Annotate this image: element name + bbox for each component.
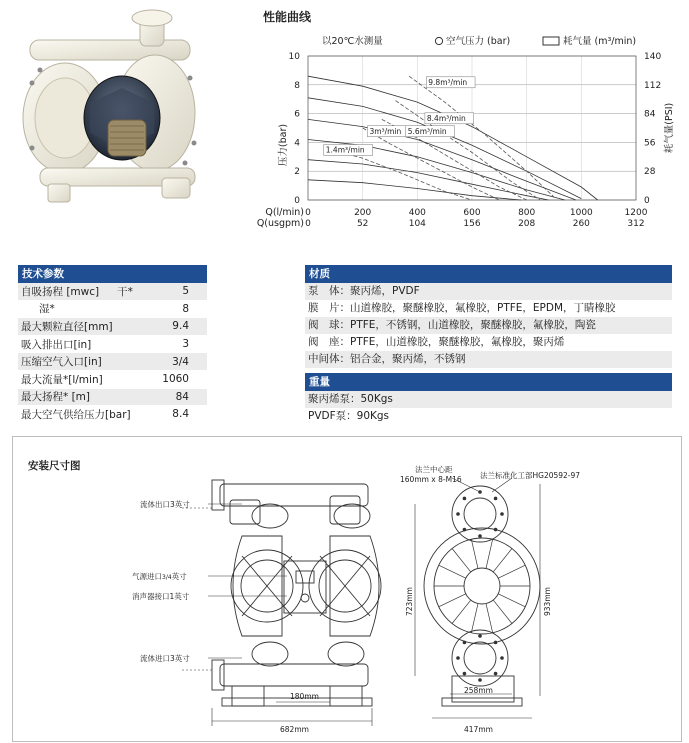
install-drawing [12,436,680,740]
series-line [324,148,472,200]
material-row: 膜 片：山道橡胶，聚醚橡胶，氟橡胶，PTFE，EPDM，丁睛橡胶 [308,302,616,314]
y2-tick-label: 140 [644,52,662,62]
rib-line [493,548,512,571]
rib-line [471,539,478,568]
y-axis-right-title: 耗气量(PSI) [664,102,675,154]
dim-933: 933mm [543,587,552,616]
rib-line [486,539,493,568]
tech-row-value: 8 [182,302,189,315]
flange-bolt [494,641,498,645]
material-row: 中间体：铝合金，聚丙烯，不锈钢 [305,351,672,368]
annotation-label: 8.4m³/min [426,113,466,123]
label-air-inlet-unit: 英寸 [171,572,187,581]
x-tick-label: 200 [354,208,372,218]
tech-row-label: 最大流量*[l/min] [21,373,103,386]
tech-row-value: 8.4 [172,408,189,421]
label-flange-std: 法兰标准化工部HG20592-97 [480,471,581,480]
y2-tick-label: 28 [644,167,656,178]
flange-bolt [494,528,498,532]
series-line [308,160,549,200]
label-flange-spec: 160mm x 8-M16 [400,475,462,484]
rib-line [493,600,512,623]
label-muffler: 消声器接口1英寸 [132,592,190,601]
y-tick-label: 4 [294,138,300,149]
tech-params-header: 技术参数 [18,265,207,283]
rib-line [452,548,471,571]
series-line [308,76,598,200]
pump-photo [10,8,210,208]
annotation-label: 1.4m³/min [325,145,365,155]
air-pressure-legend-icon [435,37,442,44]
label-air-inlet-text: 气源进口 [132,572,162,581]
tech-row-label: 自吸扬程 [mwc] 干* [21,285,133,298]
tech-row-value: 3/4 [172,355,189,368]
rib-line [486,604,493,633]
dim-723: 723mm [405,587,414,616]
material-row: 泵 体：聚丙烯，PVDF [305,283,672,300]
tech-row [18,283,207,301]
tech-row-label: 最大扬程* [m] [21,391,91,404]
tech-row-label: 压缩空气入口[in] [21,356,102,369]
tech-row-label: 最大颗粒直径[mm] [21,320,113,333]
x-tick-label: 400 [408,208,426,218]
tech-row-label [18,301,149,316]
label-outlet: 流体出口3英寸 [140,500,190,509]
x-tick-label: 1200 [624,208,648,218]
x2-tick-label: 260 [572,219,590,229]
y-tick-label: 8 [294,80,300,91]
legend-condition: 以20℃水测量 [322,36,383,47]
x-axis-title-lmin: Q(l/min) [265,207,304,218]
tech-row [18,301,207,319]
rib-line [498,565,525,578]
x-tick-label: 600 [463,208,481,218]
label-air-inlet-size: 3/4 [162,574,172,581]
dim-258: 258mm [464,686,493,695]
x2-tick-label: 156 [463,219,481,229]
dim-682: 682mm [280,725,309,734]
material-row: 阀 座：PTFE，山道橡胶，聚醚橡胶，氟橡胶，聚丙烯 [308,336,565,348]
series-line [363,128,500,200]
flange-bolt [463,672,467,676]
y-tick-label: 0 [294,196,300,206]
performance-title: 性能曲线 [263,10,312,24]
tech-row-sub: 干* [117,285,133,298]
dim-180: 180mm [290,692,319,701]
tech-row-label: 吸入排出口[in] [21,338,92,351]
y-tick-label: 10 [288,52,300,62]
x-tick-label: 0 [305,208,311,218]
x-tick-label: 800 [518,208,536,218]
x2-tick-label: 312 [627,219,645,229]
flange-bolt [456,512,460,516]
y-tick-label: 6 [294,109,300,120]
legend-air-pressure: 空气压力 (bar) [446,36,511,47]
tech-row-value: 1060 [162,373,189,386]
y2-tick-label: 0 [644,196,650,206]
flange-bolt [500,512,504,516]
flange-bolt [456,656,460,660]
flange-bolt [478,534,482,538]
tech-row [18,406,207,424]
tech-row-value: 9.4 [172,320,189,333]
weight-row: 聚丙烯泵：50Kgs [305,391,672,408]
air-consumption-legend-icon [543,37,559,45]
y2-tick-label: 112 [644,80,662,91]
weight-row: PVDF泵：90Kgs [308,410,390,422]
x2-tick-label: 208 [518,219,536,229]
material-row: 阀 球：PTFE，不锈钢，山道橡胶，聚醚橡胶，氟橡胶，陶瓷 [305,317,672,334]
tech-row [18,353,207,371]
flange-bolt [463,641,467,645]
tech-row [18,336,207,354]
x-axis-title-usgpm: Q(usgpm) [256,218,304,229]
tech-row-value: 5 [182,285,189,298]
rib-line [439,565,466,578]
series-line [308,180,521,200]
flange-bolt [500,656,504,660]
tech-row [18,389,207,407]
tech-row-value: 84 [175,390,189,403]
dim-417: 417mm [464,725,493,734]
annotation-label: 9.8m³/min [428,77,468,87]
flange-bolt [478,678,482,682]
materials-header: 材质 [305,265,672,283]
y-tick-label: 2 [294,167,300,178]
flange-bolt [463,528,467,532]
y2-tick-label: 84 [644,109,656,120]
weight-header: 重量 [305,373,672,391]
flange-bolt [494,672,498,676]
label-inlet: 流体进口3英寸 [140,654,190,663]
x2-tick-label: 104 [408,219,426,229]
annotation-label: 5.6m³/min [407,126,447,136]
label-flange-center: 法兰中心距 [415,465,453,474]
tech-row [18,371,207,389]
x2-tick-label: 52 [356,219,369,229]
tech-row-label: 最大空气供给压力[bar] [21,408,131,421]
flange-bolt [478,634,482,638]
tech-params-table [18,265,207,424]
rib-line [452,600,471,623]
x2-tick-label: 0 [305,219,311,229]
performance-chart [256,20,686,240]
tech-row-sub: 湿* [39,303,55,316]
flange-bolt [463,497,467,501]
x-tick-label: 1000 [569,208,593,218]
materials-section [305,265,672,425]
rib-line [498,594,525,607]
legend-air-consumption: 耗气量 (m³/min) [563,36,637,47]
label-air-inlet [132,571,187,581]
tech-row-value: 3 [182,338,189,351]
rib-line [471,604,478,633]
rib-line [439,594,466,607]
y-axis-left-title: 压力(bar) [278,123,289,167]
flange-bolt [494,497,498,501]
y2-tick-label: 56 [644,138,656,149]
install-title: 安装尺寸图 [28,460,81,472]
tech-row [18,318,207,336]
annotation-label: 3m³/min [369,126,402,136]
